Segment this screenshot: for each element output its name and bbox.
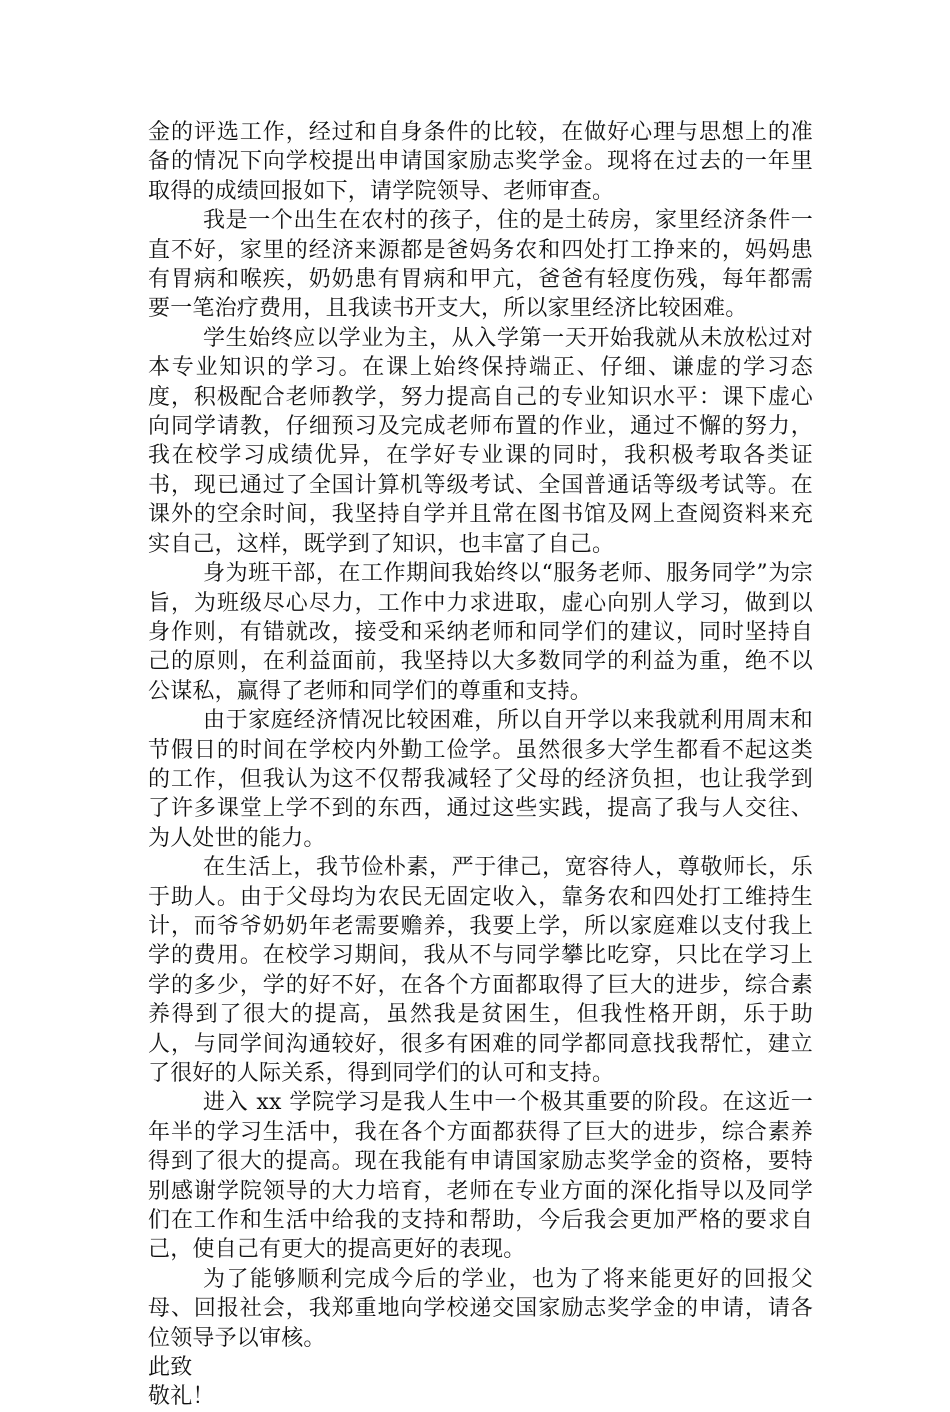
paragraph-gratitude: 进入 xx 学院学习是我人生中一个极其重要的阶段。在这近一年半的学习生活中，我在各个方面都获得了巨大的进步，综合素养得到了很大的提高。现在我能有申请国家励志奖学金的资格，要特别感谢学院领导的大力培育，老师在专业方面的深化指导以及同学们在工作和生活中给我的支持和帮助，今后我会更加严格的要求自己，使自己有更大的提高更好的表现。 [148, 1090, 813, 1263]
closing-phrase: 此致 [148, 1355, 193, 1381]
paragraph-work-study: 由于家庭经济情况比较困难，所以自开学以来我就利用周末和节假日的时间在学校内外勤工俭学。虽然很多大学生都看不起这类的工作，但我认为这不仅帮我减轻了父母的经济负担，也让我学到了许多课堂上学不到的东西，通过这些实践，提高了我与人交往、为人处世的能力。 [148, 708, 813, 851]
paragraph-academics: 学生始终应以学业为主，从入学第一天开始我就从未放松过对本专业知识的学习。在课上始终保持端正、仔细、谦虚的学习态度，积极配合老师教学，努力提高自己的专业知识水平：课下虚心向同学请教，仔细预习及完成老师布置的作业，通过不懈的努力，我在校学习成绩优异，在学好专业课的同时，我积极考取各类证书，现已通过了全国计算机等级考试、全国普通话等级考试等。在课外的空余时间，我坚持自学并且常在图书馆及网上查阅资料来充实自己，这样，既学到了知识，也丰富了自己。 [148, 325, 813, 557]
salutation: 敬礼！ [148, 1384, 215, 1410]
letter-body [148, 118, 813, 1412]
paragraph-family-background: 我是一个出生在农村的孩子，住的是土砖房，家里经济条件一直不好，家里的经济来源都是爸妈务农和四处打工挣来的，妈妈患有胃病和喉疾，奶奶患有胃病和甲亢，爸爸有轻度伤残，每年都需要一笔治疗费用，且我读书开支大，所以家里经济比较困难。 [148, 208, 813, 322]
paragraph-continuation: 金的评选工作，经过和自身条件的比较，在做好心理与思想上的准备的情况下向学校提出申请国家励志奖学金。现将在过去的一年里取得的成绩回报如下，请学院领导、老师审查。 [148, 120, 813, 204]
paragraph-class-cadre: 身为班干部，在工作期间我始终以“服务老师、服务同学”为宗旨，为班级尽心尽力，工作中力求进取，虚心向别人学习，做到以身作则，有错就改，接受和采纳老师和同学们的建议，同时坚持自己的原则，在利益面前，我坚持以大多数同学的利益为重，绝不以公谋私，赢得了老师和同学们的尊重和支持。 [148, 561, 813, 704]
paragraph-application-request: 为了能够顺利完成今后的学业，也为了将来能更好的回报父母、回报社会，我郑重地向学校递交国家励志奖学金的申请，请各位领导予以审核。 [148, 1266, 813, 1351]
paragraph-daily-life: 在生活上，我节俭朴素，严于律己，宽容待人，尊敬师长，乐于助人。由于父母均为农民无固定收入，靠务农和四处打工维持生计，而爷爷奶奶年老需要赡养，我要上学，所以家庭难以支付我上学的费用。在校学习期间，我从不与同学攀比吃穿，只比在学习上学的多少，学的好不好，在各个方面都取得了巨大的进步，综合素养得到了很大的提高，虽然我是贫困生，但我性格开朗，乐于助人，与同学间沟通较好，很多有困难的同学都同意找我帮忙，建立了很好的人际关系，得到同学们的认可和支持。 [148, 855, 813, 1086]
